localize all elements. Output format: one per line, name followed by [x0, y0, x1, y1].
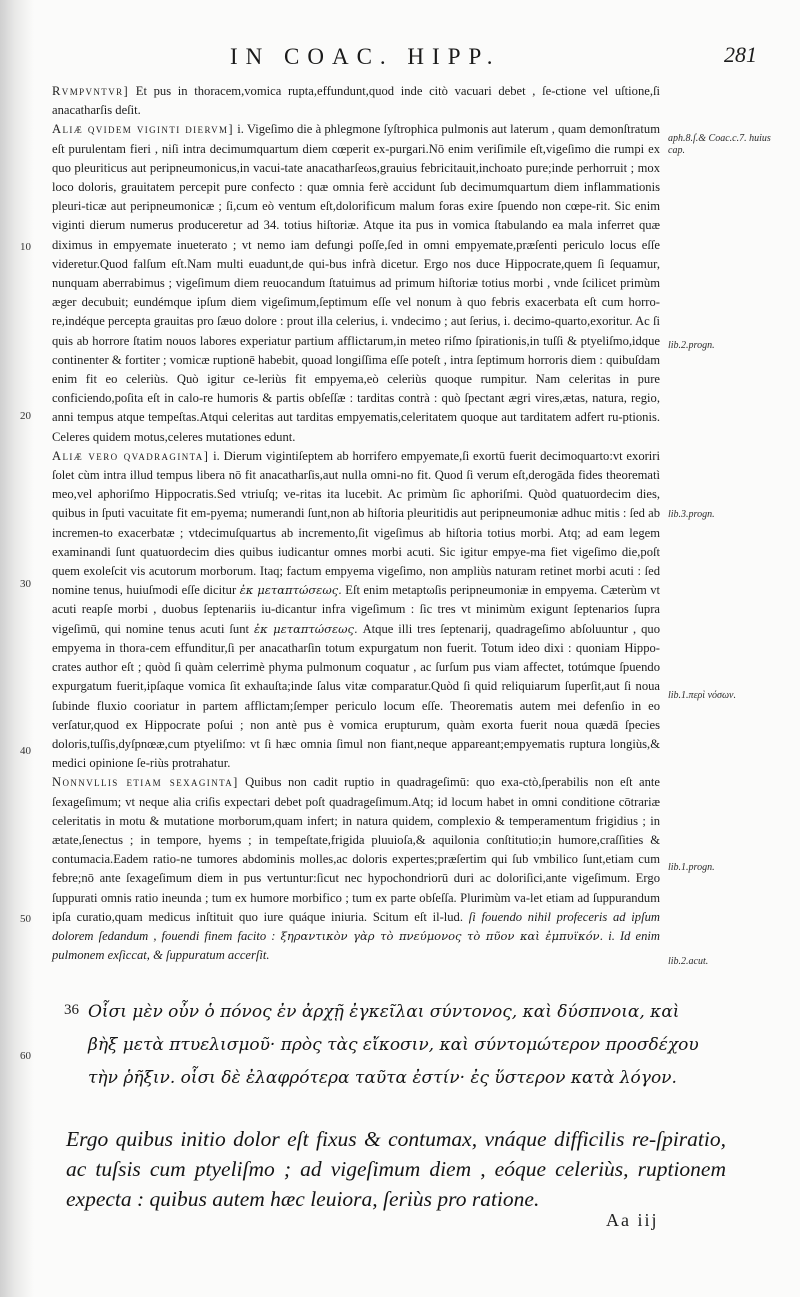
paragraph-text: Quibus non cadit ruptio in quadrageſimū: quo exa-ctò,ſperabilis non eſt ante ſexageſimum; vt neque alia criſis expectari debet poſt quadrageſimum.Atq; id locum habet in omni conditione cōtrariæ celeritatis in motu & mutatione morborum,quam infert; in natura quidem, complexio & temperamentum frigidius ; in ætate,ſenectus ; in tempore, hyems ; in tempeſtate,frigida pluuioſa,& aquilonia conſtitutio;in humore,craſſities & contumacia.Eadem ratio-ne tumores abdominis molles,ac doloris expertes;præſertim qui ſub vmbilico ſunt,etiam cum febre;nō ante ſexageſimum diem in pus vertuntur:ſicut nec hypochondriorū duri ac doloriſici,ante vigeſimum. Ergo ſuppurati omnis ratio ineunda ; tum ex humore morbifico ; tum ex parte obſeſſa. Plurimùm va-let etiam ad ſuppurandum ipſa curatio,quam medicus inſtituit quo iure quáque iniuria. Scitum eſt il-lud. [52, 775, 660, 924]
italic-quote: ſi fouendo nihil profeceris ad ipſum dolorem ſedandum , fouendi finem facito : [52, 909, 660, 943]
binding-shadow [0, 0, 34, 1297]
line-number: 30 [20, 578, 31, 590]
lemma: Aliæ vero qvadraginta] [52, 448, 210, 463]
commentary-paragraph [52, 773, 660, 965]
signature-mark: Aa iij [606, 1210, 659, 1230]
commentary-paragraph [52, 447, 660, 773]
line-number: 20 [20, 410, 31, 422]
page-header [0, 44, 800, 78]
paragraph-text: i. Vigeſimo die à phlegmone ſyſtrophica pulmonis aut laterum , quam demonſtratum eſt purulentam fieri , niſi intra decimumquartum diem cœperit ex-purgari.Nō enim veriſimile eſt,vigeſimo die rumpi ex quo pleuriticus aut peripneumonicus,in vacui-tate anacatharſeωs,grauius febricitauit,inchoato pure;inde perhorruit ; mox loco doloris, grauitatem percepit pure confecto : quæ omnia ferè accidunt ſub decimumquartum diem inflammationis pleuri-ticæ aut peripneumonicæ ; ſi,cum eò ventum eſt,dolorificum malum foras exire ſpuendo non cœpe-rit. Sic enim viginti dierum numerus produceretur ad 34. totius hiſtoriæ. Atque ita pus in vomica ſtabulando ea mala inferret quæ diximus in empyemate inueterato ; vt nemo iam defungi poſſe,ſed in omni empyemate,præſenti periculo locus eſſe videretur.Quod falſum eſt.Nam multi euadunt,de qui-bus infrà dicetur. Ergo nos duce Hippocrate,quem ſi ſequamur, nunquam aberrabimus ; vigeſimum diem reuocandum ſtatuimus ad primum hiſtoriæ totius morbi , vnde ſcilicet primùm æger decubuit; eundémque ipſum diem vigeſimum,ſeptimum eſſe vel nonum à quo febris exacerbata eſt cum horro-re,indéque percepta grauitas pro ſæuo dolore : prout illa celerius, i. vndecimo ; aut ſerius, i. decimo-quarto,exoritur. Ac ſi quis ab horrore ſtatim nouos labores experiatur partium afflictarum,in meteo riſmo ſpirationis,in tuſſi & ptyeliſmo,idque continenter & fortiter ; vomicæ ruptionē habebit, quoad longiſſima eſſe poteſt , intra ſeptimum horroris diem : quibuſdam enim fit eo celeriùs. Quò igitur ce-leriùs fit empyema,eò celeriùs quoque rumpitur. Nam celeritas in pure conficiendo,poſita eſt in calo-re humoris & partis obſeſſæ : tarditas contrà : quò ſpectant ægri vires,ætas, natura, regio, anni tempus atque tempeſtas.Atqui celeritas aut tarditas empyematis,celeritatem quoque aut tarditatem adfert ru-ptionis. Celeres quidem motus,celeres mutationes edunt. [52, 122, 660, 444]
paragraph-text: Et pus in thoracem,vomica rupta,effundunt,quod inde citò vacuari debet , ſe-ctione vel uſtione,ſi anacatharſis deſit. [52, 84, 660, 118]
lemma: Rvmpvntvr] [52, 84, 130, 98]
lemma: Nonnvllis etiam sexaginta] [52, 775, 239, 790]
aphorism-latin-translation: Ergo quibus initio dolor eſt fixus & contumax, vnáque difficilis re-ſpiratio, ac tuſsis cum ptyeliſmo ; ad vigeſimum diem , eóque celeriùs, ruptionem expecta : quibus autem hæc leuiora, ſeriùs pro ratione. [66, 1127, 726, 1211]
line-number: 50 [20, 913, 31, 925]
line-number: 60 [20, 1050, 31, 1062]
margin-note: lib.2.progn. [668, 340, 715, 351]
lemma: Aliæ qvidem viginti diervm] [52, 122, 235, 137]
folio-number: 281 [724, 42, 757, 67]
paragraph-text: Eſt enim metaptωſis peripneumoniæ in empyema. Cæterùm vt acuti reapſe morbi , duobus ſeptenariis iu-dicantur infra vigeſimum : ſic tres vt minimùm exigunt ſeptenarios ſupra vigeſimū, qui nomine tenus acuti ſunt [52, 583, 660, 636]
greek-phrase: ξηραντικὸν γὰρ τὸ πνεύμονος τὸ πῦον καὶ ἐμπυϊκόν. [280, 928, 604, 943]
aphorism-number: 36 [64, 1002, 79, 1018]
greek-phrase: ἐκ μεταπτώσεως. [253, 621, 358, 636]
margin-note: lib.2.acut. [668, 956, 709, 967]
margin-note: lib.3.progn. [668, 509, 715, 520]
margin-note: lib.1.περὶ νόσων. [668, 690, 736, 701]
commentary-paragraph [52, 82, 660, 120]
margin-note: aph.8.ſ.& Coac.c.7. huius cap. [668, 133, 771, 156]
running-head: IN COAC. HIPP. [230, 44, 501, 69]
paragraph-text: Atque illi tres ſeptenarij, quadrageſimo abſoluuntur , quo empyema in thora-cem effunditur,ſi per anacatharſin totum expurgatum non fuerit. Totum ideo dixi : quoniam Hippo-crates author eſt ; quòd ſi quàm celerrimè phyma pulmonum coquatur , ac ſurſum pus viam affectet, totúmque ſpuendo expurgatum fuerit,ipſaque vomica ſit exhauſta;inde ſalus vitæ comparatur.Quòd ſi quid reliquiarum ſuperſit,aut ſi noua ſubinde fluxio cooriatur in partem afflictam;ſemper periculo locum eſſe. Theorematis autem mei defenſio in eo verſatur,quod ex Hippocrate poſui ; non antè pus è vomica erupturum, quàm exorta fuerit noua quædā ſpecies doloris,tuſſis,dyſpnœæ,cum ptyeliſmo: vt ſi hæc omnia ſimul non fiant,neque appareant;empyematis ruptura longiùs,& medici opinione ſe-riùs protrahatur. [52, 621, 660, 771]
commentary-body [52, 82, 660, 965]
greek-phrase: ἐκ μεταπτώσεως. [239, 583, 342, 598]
margin-note: lib.1.progn. [668, 862, 715, 873]
commentary-paragraph [52, 120, 660, 446]
paragraph-text: i. Dierum vigintiſeptem ab horrifero empyemate,ſi exortū fuerit decimoquarto:vt exoriri ſolet cùm intra illud tempus libera nō fit anacatharſis,aut nulla omni-no fit. Quod ſi verum eſt,derogāda fides theorematì meo,vel aphoriſmo Hippocratis.Sed vtriuſq; ve-ritas ita lucebit. Ac primùm ſic aphoriſmi. Quòd quatuordecim dies, quibus in ſputi vacuitate fit em-pyema; numerandi ſunt,non ab hiſtoria pleuritidis aut peripneumoniæ adhuc mitis : ſed ab incremen-to exacerbatæ ; vtdecimuſquartus ab incremento,ſit vigeſimus ab hiſtoria totius morbi. Atq; ad eam legem examinandi ſunt quatuordecim dies quibus iudicantur omnes morbi acuti. Sic igitur empye-ma fiet vigeſimo die,poſt quem exoleſcit vis acutorum morborum. Itaq; factum empyema vigeſimo, non ampliùs naturam retinet morbi acuti : ſed nomine tenus, huiuſmodi eſſe dicitur [52, 448, 660, 598]
line-number: 10 [20, 241, 31, 253]
italic-quote: i. Id enim pulmonem exſiccat, & ſuppuratum accerſit. [52, 928, 661, 963]
line-number: 40 [20, 745, 31, 757]
aphorism-greek-text: Οἷσι μὲν οὖν ὁ πόνος ἐν ἀρχῇ ἐγκεῖλαι σύντονος, καὶ δύσπνοια, καὶ βὴξ μετὰ πτυελισμοῦ· πρὸς τὰς εἴκοσιν, καὶ σύντομώτερον προσδέχου τὴν ῥῆξιν. οἷσι δὲ ἐλαφρότερα ταῦτα ἐστίν· ἐς ὕστερον κατὰ λόγον. [88, 1002, 699, 1088]
